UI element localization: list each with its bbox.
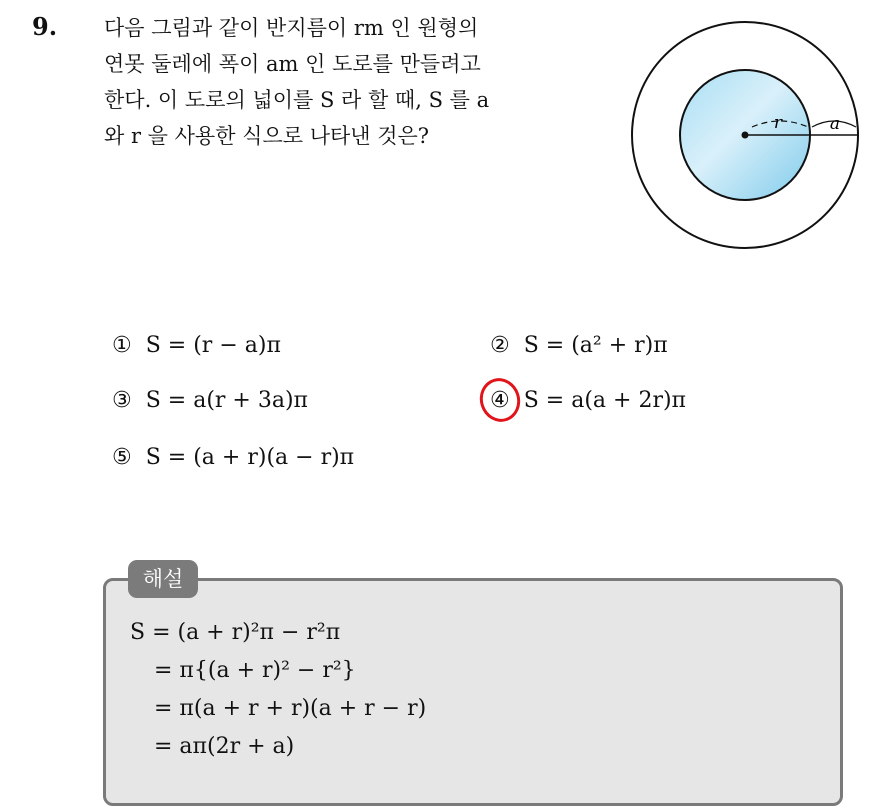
choice-formula: S = (r − a)π	[145, 333, 281, 358]
pond-road-figure	[630, 15, 862, 251]
answer-circle-mark	[474, 372, 526, 426]
choice-number: ⑤	[112, 444, 132, 470]
choice-number: ④	[490, 390, 510, 412]
choice-formula: S = (a² + r)π	[523, 333, 668, 358]
question-line: 한다. 이 도로의 넓이를 S 라 할 때, S 를 a	[104, 88, 490, 112]
solution-line: = aπ(2r + a)	[154, 734, 295, 759]
choice-number: ③	[112, 387, 132, 413]
label-r: r	[773, 113, 783, 133]
question-line: 다음 그림과 같이 반지름이 rm 인 원형의	[104, 16, 479, 40]
question-line: 와 r 을 사용한 식으로 나타낸 것은?	[104, 124, 430, 148]
choice-number: ①	[112, 332, 132, 358]
question-line: 연못 둘레에 폭이 am 인 도로를 만들려고	[104, 52, 481, 76]
choice-5[interactable]	[112, 445, 354, 470]
solution-line: = π(a + r + r)(a + r − r)	[154, 696, 427, 721]
solution-tag: 해설	[128, 560, 198, 598]
solution-line: S = (a + r)²π − r²π	[130, 620, 341, 645]
center-dot	[742, 132, 749, 139]
question-number: 9.	[32, 12, 58, 41]
label-a: a	[829, 114, 841, 134]
choice-formula: S = a(r + 3a)π	[145, 388, 309, 413]
choice-4[interactable]	[490, 388, 686, 413]
choice-2[interactable]	[490, 333, 668, 358]
solution-box	[103, 578, 843, 806]
choice-formula: S = (a + r)(a − r)π	[145, 445, 355, 470]
question-text	[104, 10, 604, 154]
choice-3[interactable]	[112, 388, 308, 413]
choice-1[interactable]	[112, 333, 281, 358]
choice-number: ②	[490, 332, 510, 358]
choice-formula: S = a(a + 2r)π	[523, 388, 687, 413]
solution-line: = π{(a + r)² − r²}	[154, 658, 356, 683]
